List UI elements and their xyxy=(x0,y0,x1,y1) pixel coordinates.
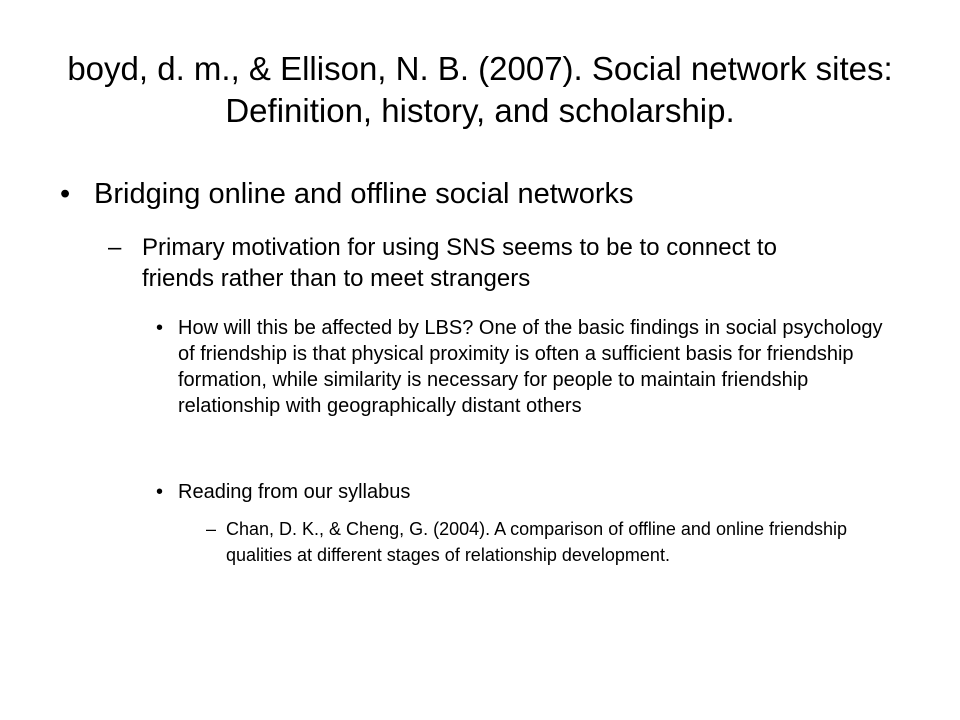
bullet-level-2 xyxy=(0,232,960,294)
bullet-level-3 xyxy=(0,479,960,505)
bullet-text: Chan, D. K., & Cheng, G. (2004). A comparison of offline and online friendship qualities at different stages of relationship development. xyxy=(226,519,848,565)
bullet-level-4 xyxy=(0,516,960,594)
bullet-level-3 xyxy=(0,315,960,445)
bullet-marker: • xyxy=(156,317,164,339)
dash-marker: – xyxy=(108,234,122,261)
bullet-level-1 xyxy=(0,174,960,214)
bullet-marker: • xyxy=(60,178,71,210)
bullet-marker: • xyxy=(156,481,164,503)
bullet-text: Bridging online and offline social networks xyxy=(94,178,634,210)
slide-title: boyd, d. m., & Ellison, N. B. (2007). Social network sites: Definition, history, and scholarship. xyxy=(67,50,893,129)
bullet-text: How will this be affected by LBS? One of the basic findings in social psychology of friendship is that physical proximity is often a sufficient basis for friendship formation, while similarity is necessary for people to maintain friendship relationship with geographically distant others xyxy=(178,317,883,417)
bullet-text: Primary motivation for using SNS seems to be to connect to friends rather than to meet strangers xyxy=(142,234,777,292)
bullet-text: Reading from our syllabus xyxy=(178,481,411,503)
dash-marker: – xyxy=(206,519,217,539)
